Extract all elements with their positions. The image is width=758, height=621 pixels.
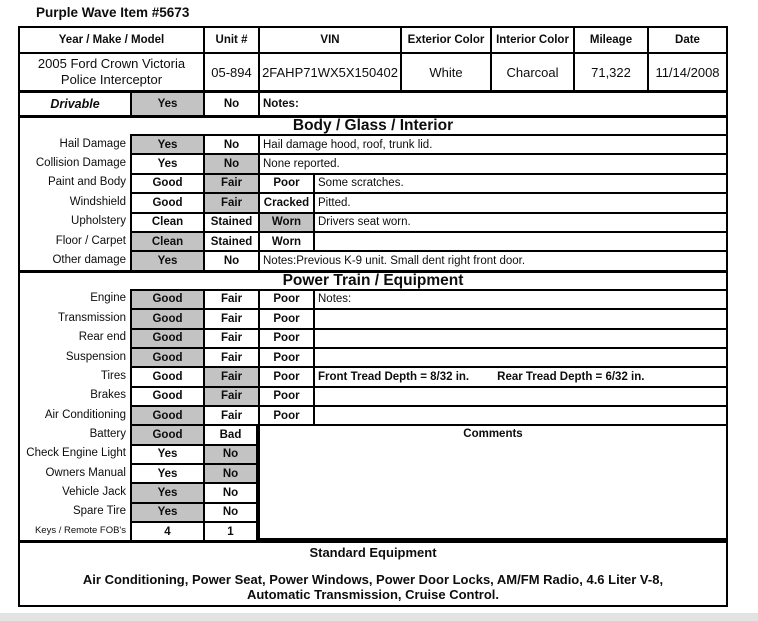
option-cell[interactable]: Poor xyxy=(258,173,313,192)
row-label: Other damage xyxy=(52,254,126,267)
column-header-year-make-model: Year / Make / Model xyxy=(58,34,165,46)
row-notes xyxy=(313,308,726,327)
option-cell[interactable]: Poor xyxy=(258,366,313,385)
row-air-conditioning xyxy=(20,405,726,424)
row-notes xyxy=(313,347,726,366)
row-paint-and-body xyxy=(20,173,726,192)
option-cell[interactable]: No xyxy=(203,463,258,482)
row-floor-carpet xyxy=(20,231,726,250)
row-label: Paint and Body xyxy=(47,176,126,189)
row-keys-remote-fobs xyxy=(20,521,258,540)
row-label: Air Conditioning xyxy=(44,408,126,421)
row-notes xyxy=(313,328,726,347)
row-notes: Drivers seat worn. xyxy=(313,212,726,231)
vehicle-unit-number: 05-894 xyxy=(203,54,258,90)
inspection-form xyxy=(18,26,728,607)
option-cell[interactable]: No xyxy=(203,444,258,463)
option-cell[interactable]: Yes xyxy=(130,153,203,172)
option-cell[interactable]: Fair xyxy=(203,386,258,405)
column-header-date: Date xyxy=(647,28,726,52)
vehicle-vin: 2FAHP71WX5X150402 xyxy=(258,54,400,90)
row-label: Collision Damage xyxy=(35,157,126,170)
option-cell[interactable]: Fair xyxy=(203,192,258,211)
row-notes: Pitted. xyxy=(313,192,726,211)
page-bottom-edge xyxy=(0,613,758,621)
option-cell[interactable]: Poor xyxy=(258,289,313,308)
option-cell[interactable]: Good xyxy=(130,347,203,366)
row-label: Engine xyxy=(90,292,126,305)
option-cell[interactable]: Poor xyxy=(258,347,313,366)
vehicle-year-make-model xyxy=(20,54,203,90)
row-hail-damage xyxy=(20,134,726,153)
vehicle-year-make-model-line1: 2005 Ford Crown Victoria xyxy=(37,56,186,71)
row-other-damage xyxy=(20,250,726,269)
row-notes xyxy=(313,405,726,424)
vehicle-exterior-color: White xyxy=(400,54,490,90)
row-label: Tires xyxy=(100,369,126,382)
option-cell[interactable]: Good xyxy=(130,366,203,385)
option-cell[interactable]: No xyxy=(203,502,258,521)
row-notes xyxy=(313,366,726,385)
option-cell[interactable]: Fair xyxy=(203,173,258,192)
option-cell[interactable]: Worn xyxy=(258,212,313,231)
option-cell[interactable]: No xyxy=(203,482,258,501)
row-notes xyxy=(313,231,726,250)
option-cell[interactable]: Yes xyxy=(130,502,203,521)
row-label: Owners Manual xyxy=(45,466,126,479)
row-engine xyxy=(20,289,726,308)
option-cell[interactable]: Bad xyxy=(203,424,258,443)
front-tread-depth: Front Tread Depth = 8/32 in. xyxy=(318,370,470,383)
row-label: Hail Damage xyxy=(59,137,126,150)
drivable-option-no[interactable]: No xyxy=(203,93,258,115)
option-cell[interactable]: Yes xyxy=(130,463,203,482)
row-label: Vehicle Jack xyxy=(62,486,126,499)
option-cell[interactable]: Good xyxy=(130,424,203,443)
row-transmission xyxy=(20,308,726,327)
option-cell[interactable]: Good xyxy=(130,386,203,405)
option-cell[interactable]: Fair xyxy=(203,366,258,385)
row-label: Suspension xyxy=(65,350,126,363)
comments-box xyxy=(258,424,726,540)
option-cell[interactable]: Good xyxy=(130,173,203,192)
standard-equipment-line1: Air Conditioning, Power Seat, Power Windows, Power Door Locks, AM/FM Radio, 4.6 Liter V-8, xyxy=(82,572,664,588)
page-title: Purple Wave Item #5673 xyxy=(36,5,190,20)
row-tires xyxy=(20,366,726,385)
vehicle-year-make-model-line2: Police Interceptor xyxy=(60,72,163,87)
row-label: Battery xyxy=(89,428,126,441)
row-notes: Some scratches. xyxy=(313,173,726,192)
option-cell[interactable]: Yes xyxy=(130,482,203,501)
row-windshield xyxy=(20,192,726,211)
row-suspension xyxy=(20,347,726,366)
comments-label: Comments xyxy=(463,428,523,441)
row-collision-damage xyxy=(20,153,726,172)
option-cell[interactable]: Good xyxy=(130,289,203,308)
option-cell[interactable]: Yes xyxy=(130,134,203,153)
option-cell[interactable]: Yes xyxy=(130,250,203,269)
column-header-interior-color: Interior Color xyxy=(490,28,573,52)
option-cell[interactable]: No xyxy=(203,250,258,269)
option-cell[interactable]: Stained xyxy=(203,231,258,250)
row-battery xyxy=(20,424,258,443)
row-label: Check Engine Light xyxy=(26,447,126,460)
row-label: Spare Tire xyxy=(72,505,126,518)
row-label: Upholstery xyxy=(71,215,126,228)
vehicle-mileage: 71,322 xyxy=(573,54,647,90)
row-notes: Notes:Previous K-9 unit. Small dent right front door. xyxy=(258,250,726,269)
checklist-and-comments xyxy=(20,424,726,540)
standard-equipment-section xyxy=(20,540,726,605)
option-cell[interactable]: Poor xyxy=(258,328,313,347)
option-cell[interactable]: Clean xyxy=(130,212,203,231)
column-header-vin: VIN xyxy=(258,28,400,52)
row-brakes xyxy=(20,386,726,405)
row-spare-tire xyxy=(20,502,258,521)
option-cell[interactable]: Fair xyxy=(203,289,258,308)
row-notes: Hail damage hood, roof, trunk lid. xyxy=(258,134,726,153)
row-label: Brakes xyxy=(90,389,126,402)
vehicle-header-row xyxy=(20,28,726,54)
power-section-title: Power Train / Equipment xyxy=(20,270,726,289)
row-notes: Notes: xyxy=(313,289,726,308)
option-cell[interactable]: Good xyxy=(130,192,203,211)
drivable-option-yes[interactable]: Yes xyxy=(130,93,203,115)
value-cell[interactable]: 1 xyxy=(203,521,258,540)
option-cell[interactable]: No xyxy=(203,134,258,153)
option-cell[interactable]: Poor xyxy=(258,405,313,424)
option-cell[interactable]: Good xyxy=(130,405,203,424)
row-label: Windshield xyxy=(69,195,126,208)
option-cell[interactable]: Good xyxy=(130,328,203,347)
vehicle-date: 11/14/2008 xyxy=(647,54,726,90)
body-section-title: Body / Glass / Interior xyxy=(20,115,726,134)
row-notes: None reported. xyxy=(258,153,726,172)
option-cell[interactable]: Fair xyxy=(203,308,258,327)
standard-equipment-line2: Automatic Transmission, Cruise Control. xyxy=(246,587,500,603)
option-cell[interactable]: Poor xyxy=(258,386,313,405)
checklist-column xyxy=(20,424,258,540)
option-cell[interactable]: Poor xyxy=(258,308,313,327)
drivable-notes: Notes: xyxy=(258,93,726,115)
value-cell[interactable]: 4 xyxy=(130,521,203,540)
option-cell[interactable]: Stained xyxy=(203,212,258,231)
row-vehicle-jack xyxy=(20,482,258,501)
option-cell[interactable]: Clean xyxy=(130,231,203,250)
row-label: Rear end xyxy=(78,331,126,344)
vehicle-data-row xyxy=(20,54,726,93)
column-header-mileage: Mileage xyxy=(573,28,647,52)
drivable-label: Drivable xyxy=(50,97,100,111)
row-notes xyxy=(313,386,726,405)
drivable-row xyxy=(20,93,726,115)
option-cell[interactable]: Yes xyxy=(130,444,203,463)
row-upholstery xyxy=(20,212,726,231)
rear-tread-depth: Rear Tread Depth = 6/32 in. xyxy=(497,370,645,383)
row-owners-manual xyxy=(20,463,258,482)
row-label: Floor / Carpet xyxy=(55,234,126,247)
column-header-unit: Unit # xyxy=(203,28,258,52)
option-cell[interactable]: Worn xyxy=(258,231,313,250)
vehicle-interior-color: Charcoal xyxy=(490,54,573,90)
row-rear-end xyxy=(20,328,726,347)
column-header-exterior-color: Exterior Color xyxy=(400,28,490,52)
option-cell[interactable]: Fair xyxy=(203,405,258,424)
option-cell[interactable]: Fair xyxy=(203,347,258,366)
option-cell[interactable]: Fair xyxy=(203,328,258,347)
option-cell[interactable]: Cracked xyxy=(258,192,313,211)
option-cell[interactable]: Good xyxy=(130,308,203,327)
row-label: Keys / Remote FOB's xyxy=(34,525,126,537)
option-cell[interactable]: No xyxy=(203,153,258,172)
row-label: Transmission xyxy=(58,311,126,324)
row-check-engine-light xyxy=(20,444,258,463)
standard-equipment-title: Standard Equipment xyxy=(309,545,437,561)
